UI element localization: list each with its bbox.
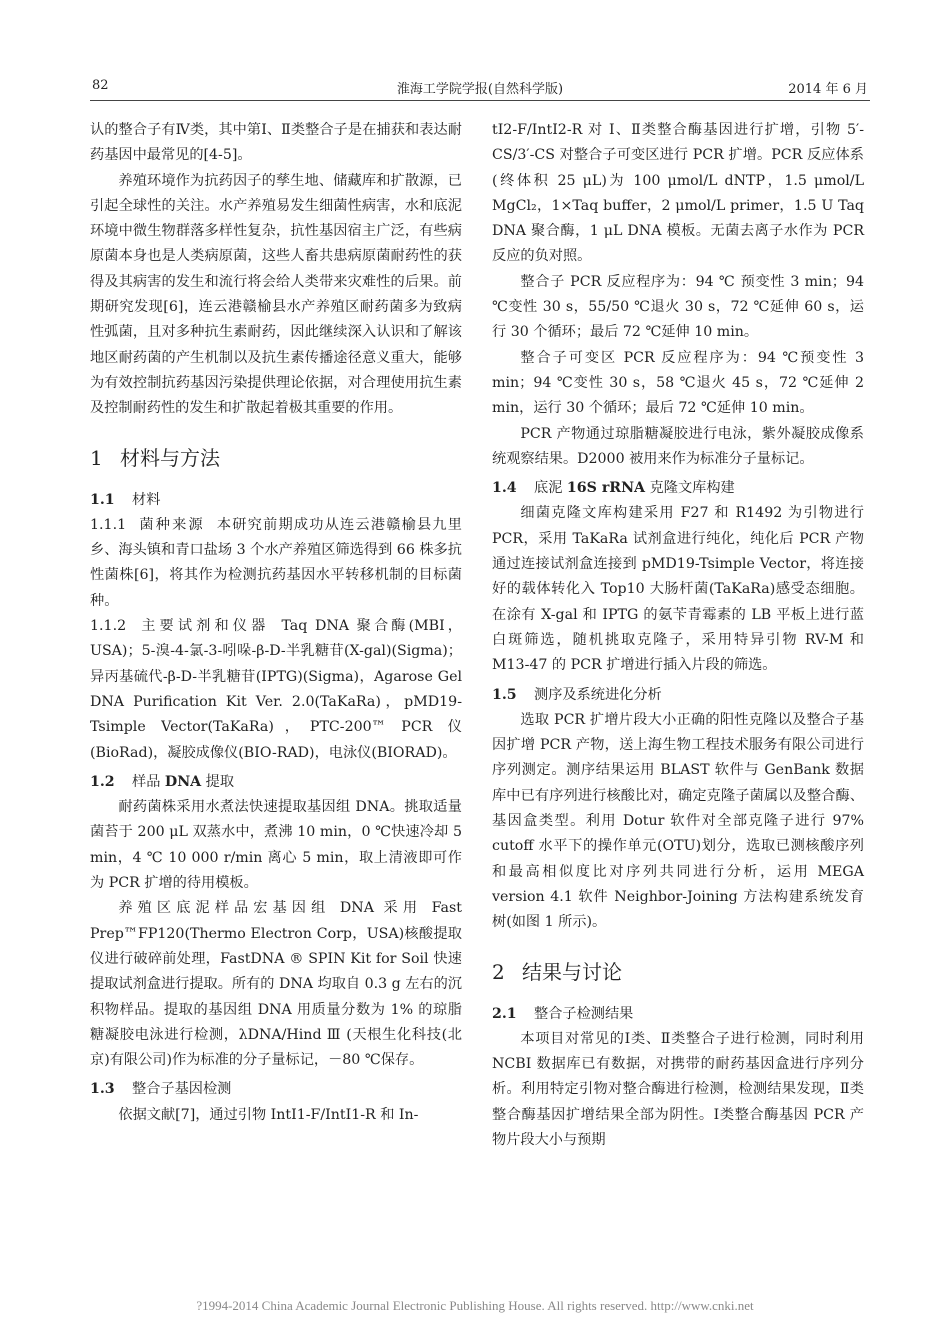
paragraph-primers: 依据文献[7]，通过引物 IntI1-F/IntI1-R 和 In- (118, 1106, 419, 1123)
paragraph-integron-intro: 认的整合子有Ⅳ类，其中第Ⅰ、Ⅱ类整合子是在捕获和表达耐药基因中最常见的[4-5]。 (90, 122, 462, 164)
subsection-heading-integron-detection (90, 1077, 462, 1102)
left-column (90, 118, 462, 1128)
right-column (492, 118, 864, 1153)
subsection-title: 整合子检测结果 (534, 1005, 634, 1022)
reagents-text: Taq DNA 聚合酶(MBI，USA)；5-溴-4-氯-3-吲哚-β-D-半乳糖苷(X-gal)(Sigma)；异丙基硫代-β-D-半乳糖苷(IPTG)(Sigma)，Agarose Gel DNA Purification Kit Ver. 2.0(TaKaRa)，pMD19-Tsimple Vector(TaKaRa)，PTC-200™ PCR 仪(BioRad)，凝胶成像仪(BIO-RAD)，电泳仪(BIORAD)。 (90, 618, 462, 761)
section-number: 1 (90, 445, 103, 470)
page-number: 82 (92, 78, 109, 93)
paragraph-reagents (90, 614, 462, 766)
paragraph-integron-results: 本项目对常见的Ⅰ类、Ⅱ类整合子进行检测，同时利用 NCBI 数据库已有数据，对携带的耐药基因盒进行序列分析。利用特定引物对整合酶进行检测，检测结果发现，Ⅱ类整合酶基因扩增结果全部为阴性。Ⅰ类整合酶基因 PCR 产物片段大小与预期 (492, 1030, 864, 1148)
subsection-heading-materials (90, 488, 462, 513)
paragraph-sequencing: 选取 PCR 扩增片段大小正确的阳性克隆以及整合子基因扩增 PCR 产物，送上海生物工程技术服务有限公司进行序列测定。测序结果运用 BLAST 软件与 GenBank 数据库中已有序列进行核酸比对，确定克隆子菌属以及整合酶、基因盒类型。利用 Dotur 软件对全部克隆子进行 97% cutoff 水平下的操作单元(OTU)划分，选取已测核酸序列和最高相似度比对序列共同进行分析，运用 MEGA version 4.1 软件 Neighbor-Joining 方法构建系统发育树(如图 1 所示)。 (492, 711, 864, 931)
copyright-footer: ?1994-2014 China Academic Journal Electronic Publishing House. All rights reserved. http://www.cnki.net (196, 1298, 754, 1313)
paragraph-pcr-system: tI2-F/IntI2-R 对 Ⅰ、Ⅱ类整合酶基因进行扩增，引物 5′-CS/3′-CS 对整合子可变区进行 PCR 扩增。PCR 反应体系(终体积 25 μL)为 100 μmol/L dNTP，1.5 μmol/L MgCl₂，1×Taq buffer，2 μmol/L primer，1.5 U Taq DNA 聚合酶，1 μL DNA 模板。无菌去离子水作为 PCR 反应的负对照。 (492, 122, 864, 265)
paragraph-electrophoresis: PCR 产物通过琼脂糖凝胶进行电泳，紫外凝胶成像系统观察结果。D2000 被用来作为标准分子量标记。 (492, 425, 864, 467)
subsection-title: 测序及系统进化分析 (534, 686, 662, 703)
subsubsection-number: 1.1.1 (90, 516, 127, 533)
subsection-heading-clone-library: 1.4 底泥 16S rRNA 克隆文库构建 (492, 476, 864, 501)
section-number: 2 (492, 959, 505, 984)
paragraph-clone-library: 细菌克隆文库构建采用 F27 和 R1492 为引物进行 PCR，采用 TaKaRa 试剂盒进行纯化，纯化后 PCR 产物通过连接试剂盒连接到 pMD19-Tsimple Vector，将连接好的载体转化入 Top10 大肠杆菌(TaKaRa)感受态细胞。在涂有 X-gal 和 IPTG 的氨苄青霉素的 LB 平板上进行蓝白斑筛选，随机挑取克隆子，采用特异引物 RV-M 和 M13-47 的 PCR 扩增进行插入片段的筛选。 (492, 505, 864, 674)
issue-date: 2014 年 6 月 (788, 82, 868, 97)
paragraph-variable-region-program: 整合子可变区 PCR 反应程序为：94 ℃预变性 3 min；94 ℃变性 30 s，58 ℃退火 45 s，72 ℃延伸 2 min，运行 30 个循环；最后 72 ℃延伸 10 min。 (492, 349, 864, 417)
subsection-number: 1.4 (492, 480, 517, 497)
section-title: 材料与方法 (120, 445, 220, 470)
subsection-number: 1.3 (90, 1081, 115, 1098)
subsection-title: 整合子基因检测 (132, 1081, 232, 1098)
strain-source-text: 本研究前期成功从连云港赣榆县九里乡、海头镇和青口盐场 3 个水产养殖区筛选得到 66 株多抗性菌株[6]，将其作为检测抗药基因水平转移机制的目标菌种。 (90, 516, 462, 609)
subsection-number: 1.2 (90, 773, 115, 790)
paragraph-sediment-dna: 养殖区底泥样品宏基因组 DNA 采用 Fast Prep™FP120(Thermo Electron Corp，USA)核酸提取仪进行破碎前处理，FastDNA ® SPIN Kit for Soil 快速提取试剂盒进行提取。所有的 DNA 均取自 0.3 g 左右的沉积物样品。提取的基因组 DNA 用质量分数为 1% 的琼脂糖凝胶电泳进行检测，λDNA/Hind Ⅲ (天根生化科技(北京)有限公司)作为标准的分子量标记，－80 ℃保存。 (90, 900, 462, 1069)
subsection-title: 材料 (132, 491, 161, 508)
subsubsection-number: 1.1.2 (90, 618, 127, 635)
running-header (90, 76, 870, 101)
journal-name: 淮海工学院学报(自然科学版) (396, 82, 564, 97)
subsection-heading-sequencing (492, 683, 864, 708)
paragraph-strain-source (90, 513, 462, 614)
section-heading-methods (90, 444, 462, 472)
subsection-number: 1.1 (90, 491, 115, 508)
subsection-number: 1.5 (492, 686, 517, 703)
subsection-heading-integron-results (492, 1002, 864, 1027)
paragraph-boiling-method: 耐药菌株采用水煮法快速提取基因组 DNA。挑取适量菌苔于 200 μL 双蒸水中，煮沸 10 min，0 ℃快速冷却 5 min，4 ℃ 10 000 r/min 离心 5 min，取上清液即可作为 PCR 扩增的待用模板。 (90, 799, 462, 892)
subsection-number: 2.1 (492, 1005, 517, 1022)
paragraph-pcr-program: 整合子 PCR 反应程序为：94 ℃ 预变性 3 min；94 ℃变性 30 s，55/50 ℃退火 30 s，72 ℃延伸 60 s，运行 30 个循环；最后 72 ℃延伸 10 min。 (492, 273, 864, 341)
subsection-heading-dna-extraction: 1.2 样品 DNA 提取 (90, 770, 462, 795)
section-heading-results (492, 958, 864, 986)
section-title: 结果与讨论 (522, 959, 622, 984)
paragraph-environment: 养殖环境作为抗药因子的孳生地、储藏库和扩散源，已引起全球性的关注。水产养殖易发生细菌性病害，水和底泥环境中微生物群落多样性复杂，抗性基因宿主广泛，有些病原菌本身也是人类病原菌，这些人畜共患病原菌耐药性的获得及其病害的发生和流行将会给人类带来灾难性的后果。前期研究发现[6]，连云港赣榆县水产养殖区耐药菌多为致病性弧菌，且对多种抗生素耐药，因此继续深入认识和了解该地区耐药菌的产生机制以及抗生素传播途径意义重大，能够为有效控制抗药基因污染提供理论依据，对合理使用抗生素及控制耐药性的发生和扩散起着极其重要的作用。 (90, 172, 462, 417)
subsubsection-title: 主要试剂和仪器 (138, 618, 270, 635)
subsubsection-title: 菌种来源 (138, 516, 205, 533)
